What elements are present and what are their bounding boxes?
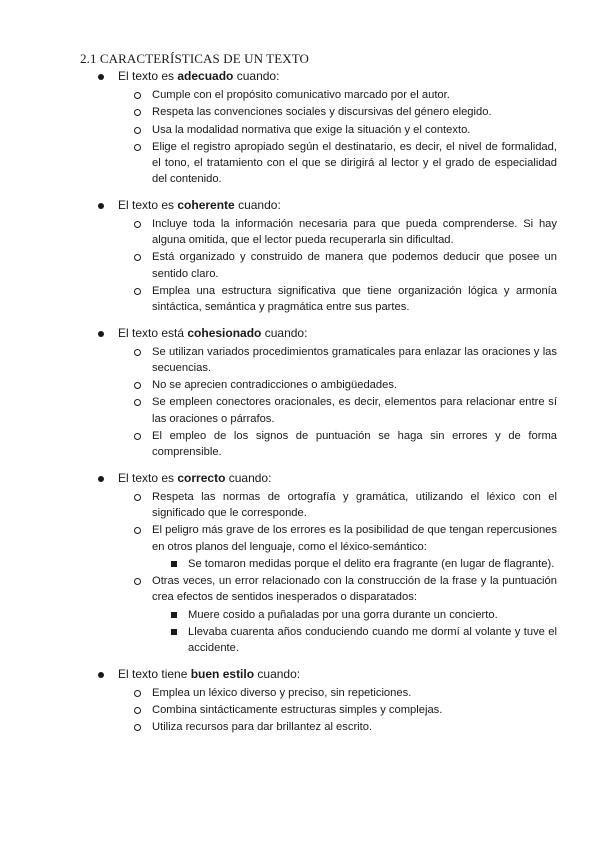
bullet-square-icon <box>171 629 177 635</box>
characteristics-list <box>0 68 600 737</box>
bullet-square-icon <box>171 561 177 567</box>
list-item: Está organizado y construido de manera que podemos deducir que posee un sentido claro. <box>152 249 557 282</box>
example-item: Se tomaron medidas porque el delito era fragrante (en lugar de flagrante). <box>188 556 557 572</box>
bullet-circle-icon <box>134 288 141 295</box>
bullet-circle-icon <box>134 349 141 356</box>
section-heading: 2.1 CARACTERÍSTICAS DE UN TEXTO <box>80 51 310 66</box>
section-keyword: buen estilo <box>190 666 255 681</box>
bullet-circle-icon <box>134 690 141 697</box>
bullet-dot-icon <box>98 203 104 209</box>
list-item: El peligro más grave de los errores es la posibilidad de que tengan repercusiones en otros planos del lenguaje, como el léxico-semántico: <box>152 522 557 555</box>
list-item: Otras veces, un error relacionado con la construcción de la frase y la puntuación crea efectos de sentidos inesperados o disparatados: <box>152 573 557 606</box>
section-title: El texto es correcto cuando: <box>0 470 600 487</box>
list-item: Elige el registro apropiado según el destinatario, es decir, el nivel de formalidad, el tono, el tratamiento con el que se dirigirá al lector y el grado de especialidad del contenido. <box>152 139 557 188</box>
section-title: El texto es coherente cuando: <box>0 197 600 214</box>
bullet-circle-icon <box>134 578 141 585</box>
bullet-circle-icon <box>134 109 141 116</box>
list-item: Respeta las normas de ortografía y gramática, utilizando el léxico con el significado que le corresponde. <box>152 489 557 522</box>
bullet-circle-icon <box>134 382 141 389</box>
section-adecuado <box>0 68 600 188</box>
example-item: Llevaba cuarenta años conduciendo cuando me dormí al volante y tuve el accidente. <box>188 624 557 657</box>
example-item: Muere cosido a puñaladas por una gorra durante un concierto. <box>188 607 557 623</box>
bullet-circle-icon <box>134 527 141 534</box>
bullet-circle-icon <box>134 254 141 261</box>
bullet-circle-icon <box>134 707 141 714</box>
bullet-circle-icon <box>134 92 141 99</box>
list-item: Cumple con el propósito comunicativo marcado por el autor. <box>152 87 557 103</box>
list-item: Se empleen conectores oracionales, es decir, elementos para relacionar entre sí las oraciones o párrafos. <box>152 394 557 427</box>
list-item: Incluye toda la información necesaria para que pueda comprenderse. Si hay alguna omitida, que el lector pueda recuperarla sin dificultad. <box>152 216 557 249</box>
section-buen-estilo <box>0 666 600 736</box>
list-item: No se aprecien contradicciones o ambigüedades. <box>152 377 557 393</box>
section-keyword: coherente <box>177 197 235 212</box>
section-title: El texto es adecuado cuando: <box>0 68 600 85</box>
section-keyword: adecuado <box>177 69 234 83</box>
bullet-circle-icon <box>134 127 141 134</box>
section-title: El texto tiene buen estilo cuando: <box>0 666 600 683</box>
section-title: El texto está cohesionado cuando: <box>0 325 600 342</box>
section-keyword: correcto <box>177 470 226 485</box>
section-correcto <box>0 470 600 657</box>
bullet-circle-icon <box>134 433 141 440</box>
list-item: Emplea un léxico diverso y preciso, sin repeticiones. <box>152 685 557 701</box>
list-item: Se utilizan variados procedimientos gramaticales para enlazar las oraciones y las secuencias. <box>152 344 557 377</box>
list-item: Utiliza recursos para dar brillantez al escrito. <box>152 719 557 735</box>
list-item: Emplea una estructura significativa que tiene organización lógica y armonía sintáctica, semántica y pragmática entre sus partes. <box>152 283 557 316</box>
bullet-dot-icon <box>98 74 104 80</box>
bullet-circle-icon <box>134 221 141 228</box>
list-item: Combina sintácticamente estructuras simples y complejas. <box>152 702 557 718</box>
list-item: Usa la modalidad normativa que exige la situación y el contexto. <box>152 122 557 138</box>
section-keyword: cohesionado <box>187 325 262 340</box>
bullet-dot-icon <box>98 672 104 678</box>
bullet-dot-icon <box>98 476 104 482</box>
bullet-circle-icon <box>134 494 141 501</box>
section-cohesionado <box>0 325 600 461</box>
list-item: El empleo de los signos de puntuación se haga sin errores y de forma comprensible. <box>152 428 557 461</box>
bullet-circle-icon <box>134 399 141 406</box>
bullet-square-icon <box>171 612 177 618</box>
list-item: Respeta las convenciones sociales y discursivas del género elegido. <box>152 104 557 120</box>
section-coherente <box>0 197 600 316</box>
bullet-dot-icon <box>98 331 104 337</box>
bullet-circle-icon <box>134 724 141 731</box>
bullet-circle-icon <box>134 144 141 151</box>
